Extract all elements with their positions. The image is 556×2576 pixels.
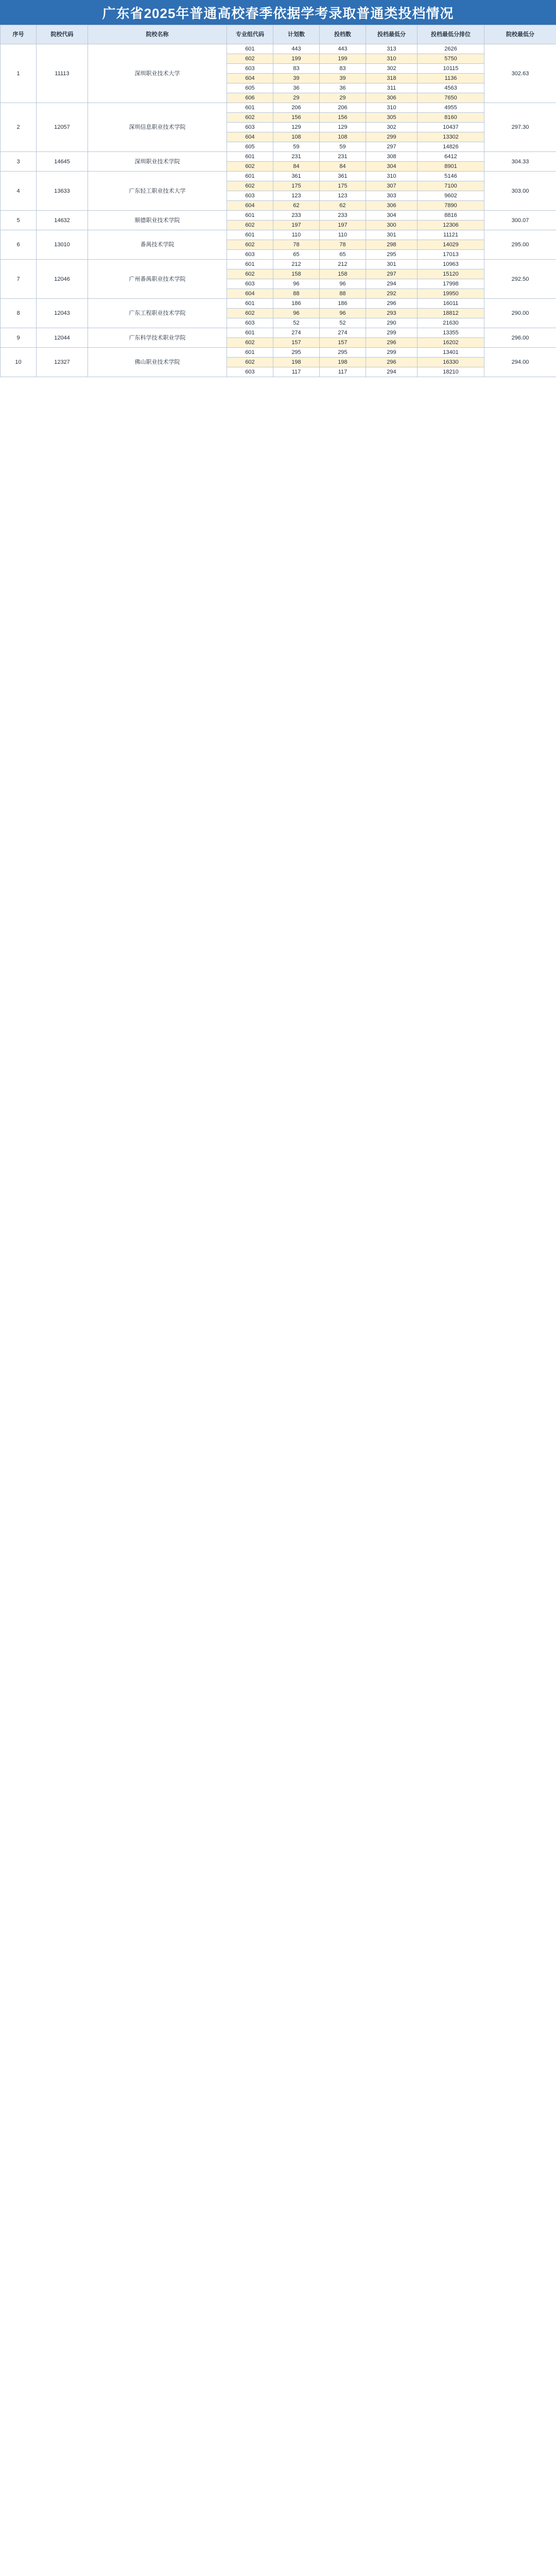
- table-cell: 605: [227, 83, 273, 93]
- table-cell: 295: [320, 348, 366, 358]
- table-cell: 39: [273, 74, 320, 83]
- table-cell: 602: [227, 358, 273, 367]
- table-row: [1, 260, 556, 269]
- table-cell: 78: [273, 240, 320, 250]
- table-cell: 117: [320, 367, 366, 377]
- table-cell: 306: [366, 93, 418, 103]
- table-cell: 117: [273, 367, 320, 377]
- school-name-cell: 番禺技术学院: [88, 230, 227, 260]
- table-cell: 88: [273, 289, 320, 299]
- table-row: [1, 103, 556, 113]
- table-cell: 108: [273, 132, 320, 142]
- table-cell: 601: [227, 211, 273, 221]
- school-seq-cell: 9: [1, 328, 37, 348]
- table-cell: 602: [227, 113, 273, 123]
- table-cell: 16330: [418, 358, 484, 367]
- table-cell: 96: [320, 279, 366, 289]
- table-cell: 16011: [418, 299, 484, 309]
- table-cell: 59: [320, 142, 366, 152]
- table-cell: 12306: [418, 221, 484, 230]
- table-cell: 601: [227, 152, 273, 162]
- table-cell: 197: [320, 221, 366, 230]
- table-cell: 603: [227, 279, 273, 289]
- table-cell: 212: [273, 260, 320, 269]
- table-cell: 84: [273, 162, 320, 172]
- table-cell: 83: [273, 64, 320, 74]
- table-cell: 15120: [418, 269, 484, 279]
- column-header: 院校最低分: [484, 25, 556, 44]
- table-cell: 62: [320, 201, 366, 211]
- table-cell: 11121: [418, 230, 484, 240]
- column-header: 投档最低分: [366, 25, 418, 44]
- table-cell: 294: [366, 279, 418, 289]
- table-cell: 96: [273, 309, 320, 318]
- table-cell: 206: [320, 103, 366, 113]
- table-cell: 601: [227, 328, 273, 338]
- school-min-score-cell: 290.00: [484, 299, 556, 328]
- table-cell: 4955: [418, 103, 484, 113]
- table-cell: 601: [227, 260, 273, 269]
- table-cell: 443: [320, 44, 366, 54]
- column-header: 院校名称: [88, 25, 227, 44]
- table-cell: 602: [227, 338, 273, 348]
- table-row: [1, 328, 556, 338]
- table-cell: 310: [366, 172, 418, 181]
- school-min-score-cell: 300.07: [484, 211, 556, 230]
- table-cell: 313: [366, 44, 418, 54]
- table-cell: 158: [320, 269, 366, 279]
- table-cell: 296: [366, 299, 418, 309]
- table-cell: 300: [366, 221, 418, 230]
- table-cell: 212: [320, 260, 366, 269]
- table-cell: 16202: [418, 338, 484, 348]
- table-cell: 302: [366, 123, 418, 132]
- table-cell: 601: [227, 172, 273, 181]
- column-header: 专业组代码: [227, 25, 273, 44]
- table-cell: 19950: [418, 289, 484, 299]
- table-cell: 292: [366, 289, 418, 299]
- table-cell: 603: [227, 367, 273, 377]
- school-code-cell: 12327: [37, 348, 88, 377]
- table-cell: 296: [366, 338, 418, 348]
- school-seq-cell: 8: [1, 299, 37, 328]
- table-cell: 6412: [418, 152, 484, 162]
- table-cell: 129: [273, 123, 320, 132]
- table-cell: 601: [227, 299, 273, 309]
- table-cell: 306: [366, 201, 418, 211]
- table-cell: 305: [366, 113, 418, 123]
- table-cell: 231: [273, 152, 320, 162]
- table-cell: 198: [273, 358, 320, 367]
- table-cell: 62: [273, 201, 320, 211]
- table-row: [1, 172, 556, 181]
- school-name-cell: 广州番禺职业技术学院: [88, 260, 227, 299]
- column-header: 院校代码: [37, 25, 88, 44]
- table-cell: 310: [366, 54, 418, 64]
- table-cell: 36: [320, 83, 366, 93]
- table-row: [1, 299, 556, 309]
- table-cell: 175: [273, 181, 320, 191]
- table-cell: 199: [273, 54, 320, 64]
- table-cell: 603: [227, 64, 273, 74]
- table-cell: 2626: [418, 44, 484, 54]
- table-cell: 602: [227, 221, 273, 230]
- school-seq-cell: 10: [1, 348, 37, 377]
- table-cell: 602: [227, 240, 273, 250]
- school-min-score-cell: 303.00: [484, 172, 556, 211]
- table-cell: 65: [320, 250, 366, 260]
- table-cell: 302: [366, 64, 418, 74]
- table-cell: 52: [273, 318, 320, 328]
- school-name-cell: 佛山职业技术学院: [88, 348, 227, 377]
- school-code-cell: 12044: [37, 328, 88, 348]
- table-cell: 601: [227, 230, 273, 240]
- table-cell: 59: [273, 142, 320, 152]
- table-cell: 96: [273, 279, 320, 289]
- table-cell: 65: [273, 250, 320, 260]
- table-cell: 603: [227, 318, 273, 328]
- school-min-score-cell: 296.00: [484, 328, 556, 348]
- table-cell: 604: [227, 201, 273, 211]
- table-cell: 199: [320, 54, 366, 64]
- school-min-score-cell: 297.30: [484, 103, 556, 152]
- table-cell: 299: [366, 132, 418, 142]
- table-cell: 84: [320, 162, 366, 172]
- school-name-cell: 顺德职业技术学院: [88, 211, 227, 230]
- table-cell: 310: [366, 103, 418, 113]
- school-seq-cell: 6: [1, 230, 37, 260]
- table-cell: 231: [320, 152, 366, 162]
- table-row: [1, 230, 556, 240]
- table-cell: 602: [227, 162, 273, 172]
- school-seq-cell: 4: [1, 172, 37, 211]
- table-cell: 8901: [418, 162, 484, 172]
- table-cell: 17013: [418, 250, 484, 260]
- table-cell: 13401: [418, 348, 484, 358]
- table-cell: 606: [227, 93, 273, 103]
- school-code-cell: 12046: [37, 260, 88, 299]
- school-min-score-cell: 292.50: [484, 260, 556, 299]
- table-cell: 295: [366, 250, 418, 260]
- table-row: [1, 211, 556, 221]
- table-cell: 5750: [418, 54, 484, 64]
- table-cell: 233: [320, 211, 366, 221]
- table-cell: 301: [366, 230, 418, 240]
- table-cell: 295: [273, 348, 320, 358]
- table-cell: 156: [320, 113, 366, 123]
- table-cell: 311: [366, 83, 418, 93]
- table-cell: 198: [320, 358, 366, 367]
- school-seq-cell: 3: [1, 152, 37, 172]
- table-cell: 14029: [418, 240, 484, 250]
- school-seq-cell: 7: [1, 260, 37, 299]
- school-code-cell: 12057: [37, 103, 88, 152]
- table-cell: 361: [320, 172, 366, 181]
- column-header: 投档数: [320, 25, 366, 44]
- table-cell: 156: [273, 113, 320, 123]
- school-name-cell: 深圳信息职业技术学院: [88, 103, 227, 152]
- table-cell: 110: [273, 230, 320, 240]
- table-cell: 603: [227, 250, 273, 260]
- table-cell: 29: [320, 93, 366, 103]
- school-code-cell: 13010: [37, 230, 88, 260]
- table-cell: 297: [366, 269, 418, 279]
- table-cell: 603: [227, 191, 273, 201]
- table-cell: 7100: [418, 181, 484, 191]
- admission-table-wrapper: [0, 25, 556, 2576]
- table-cell: 293: [366, 309, 418, 318]
- table-cell: 206: [273, 103, 320, 113]
- table-cell: 601: [227, 103, 273, 113]
- school-name-cell: 深圳职业技术学院: [88, 152, 227, 172]
- table-cell: 8816: [418, 211, 484, 221]
- school-seq-cell: 2: [1, 103, 37, 152]
- school-code-cell: 12043: [37, 299, 88, 328]
- table-cell: 157: [320, 338, 366, 348]
- table-cell: 36: [273, 83, 320, 93]
- table-cell: 602: [227, 181, 273, 191]
- table-cell: 604: [227, 289, 273, 299]
- table-body: [1, 44, 556, 377]
- table-cell: 52: [320, 318, 366, 328]
- school-code-cell: 11113: [37, 44, 88, 103]
- school-code-cell: 14645: [37, 152, 88, 172]
- school-seq-cell: 5: [1, 211, 37, 230]
- table-cell: 88: [320, 289, 366, 299]
- school-seq-cell: 1: [1, 44, 37, 103]
- table-cell: 14826: [418, 142, 484, 152]
- table-cell: 308: [366, 152, 418, 162]
- school-name-cell: 广东科学技术职业学院: [88, 328, 227, 348]
- table-cell: 299: [366, 348, 418, 358]
- table-cell: 602: [227, 309, 273, 318]
- table-cell: 299: [366, 328, 418, 338]
- table-row: [1, 348, 556, 358]
- table-cell: 443: [273, 44, 320, 54]
- table-cell: 18812: [418, 309, 484, 318]
- table-cell: 605: [227, 142, 273, 152]
- table-cell: 18210: [418, 367, 484, 377]
- table-cell: 4563: [418, 83, 484, 93]
- table-cell: 603: [227, 123, 273, 132]
- table-cell: 274: [273, 328, 320, 338]
- table-header-row: [1, 25, 556, 44]
- table-cell: 298: [366, 240, 418, 250]
- table-row: [1, 44, 556, 54]
- table-cell: 604: [227, 74, 273, 83]
- table-cell: 110: [320, 230, 366, 240]
- table-cell: 303: [366, 191, 418, 201]
- table-row: [1, 152, 556, 162]
- table-cell: 233: [273, 211, 320, 221]
- table-cell: 186: [273, 299, 320, 309]
- school-code-cell: 13633: [37, 172, 88, 211]
- table-cell: 108: [320, 132, 366, 142]
- title-bar: [0, 0, 556, 25]
- table-cell: 5146: [418, 172, 484, 181]
- table-cell: 158: [273, 269, 320, 279]
- table-cell: 9602: [418, 191, 484, 201]
- table-cell: 304: [366, 162, 418, 172]
- table-cell: 7890: [418, 201, 484, 211]
- table-cell: 602: [227, 54, 273, 64]
- table-cell: 296: [366, 358, 418, 367]
- admission-table: [0, 25, 556, 377]
- table-cell: 10115: [418, 64, 484, 74]
- school-min-score-cell: 302.63: [484, 44, 556, 103]
- school-name-cell: 广东工程职业技术学院: [88, 299, 227, 328]
- table-cell: 602: [227, 269, 273, 279]
- table-cell: 21630: [418, 318, 484, 328]
- table-cell: 78: [320, 240, 366, 250]
- table-cell: 601: [227, 44, 273, 54]
- school-min-score-cell: 295.00: [484, 230, 556, 260]
- table-cell: 318: [366, 74, 418, 83]
- table-cell: 96: [320, 309, 366, 318]
- column-header: 计划数: [273, 25, 320, 44]
- table-cell: 361: [273, 172, 320, 181]
- school-name-cell: 广东轻工职业技术大学: [88, 172, 227, 211]
- table-cell: 290: [366, 318, 418, 328]
- table-cell: 123: [273, 191, 320, 201]
- table-cell: 8160: [418, 113, 484, 123]
- table-cell: 7650: [418, 93, 484, 103]
- table-cell: 29: [273, 93, 320, 103]
- table-cell: 13302: [418, 132, 484, 142]
- school-name-cell: 深圳职业技术大学: [88, 44, 227, 103]
- table-cell: 10963: [418, 260, 484, 269]
- table-cell: 129: [320, 123, 366, 132]
- column-header: 投档最低分排位: [418, 25, 484, 44]
- table-cell: 83: [320, 64, 366, 74]
- table-cell: 604: [227, 132, 273, 142]
- table-cell: 123: [320, 191, 366, 201]
- table-cell: 157: [273, 338, 320, 348]
- table-cell: 10437: [418, 123, 484, 132]
- table-cell: 297: [366, 142, 418, 152]
- table-cell: 39: [320, 74, 366, 83]
- table-cell: 1136: [418, 74, 484, 83]
- table-cell: 197: [273, 221, 320, 230]
- table-cell: 274: [320, 328, 366, 338]
- table-cell: 294: [366, 367, 418, 377]
- table-cell: 601: [227, 348, 273, 358]
- column-header: 序号: [1, 25, 37, 44]
- table-cell: 13355: [418, 328, 484, 338]
- table-cell: 186: [320, 299, 366, 309]
- table-cell: 175: [320, 181, 366, 191]
- page-title: 广东省2025年普通高校春季依据学考录取普通类投档情况: [102, 5, 454, 21]
- school-code-cell: 14632: [37, 211, 88, 230]
- school-min-score-cell: 294.00: [484, 348, 556, 377]
- table-cell: 17998: [418, 279, 484, 289]
- table-cell: 307: [366, 181, 418, 191]
- school-min-score-cell: 304.33: [484, 152, 556, 172]
- table-cell: 304: [366, 211, 418, 221]
- table-cell: 301: [366, 260, 418, 269]
